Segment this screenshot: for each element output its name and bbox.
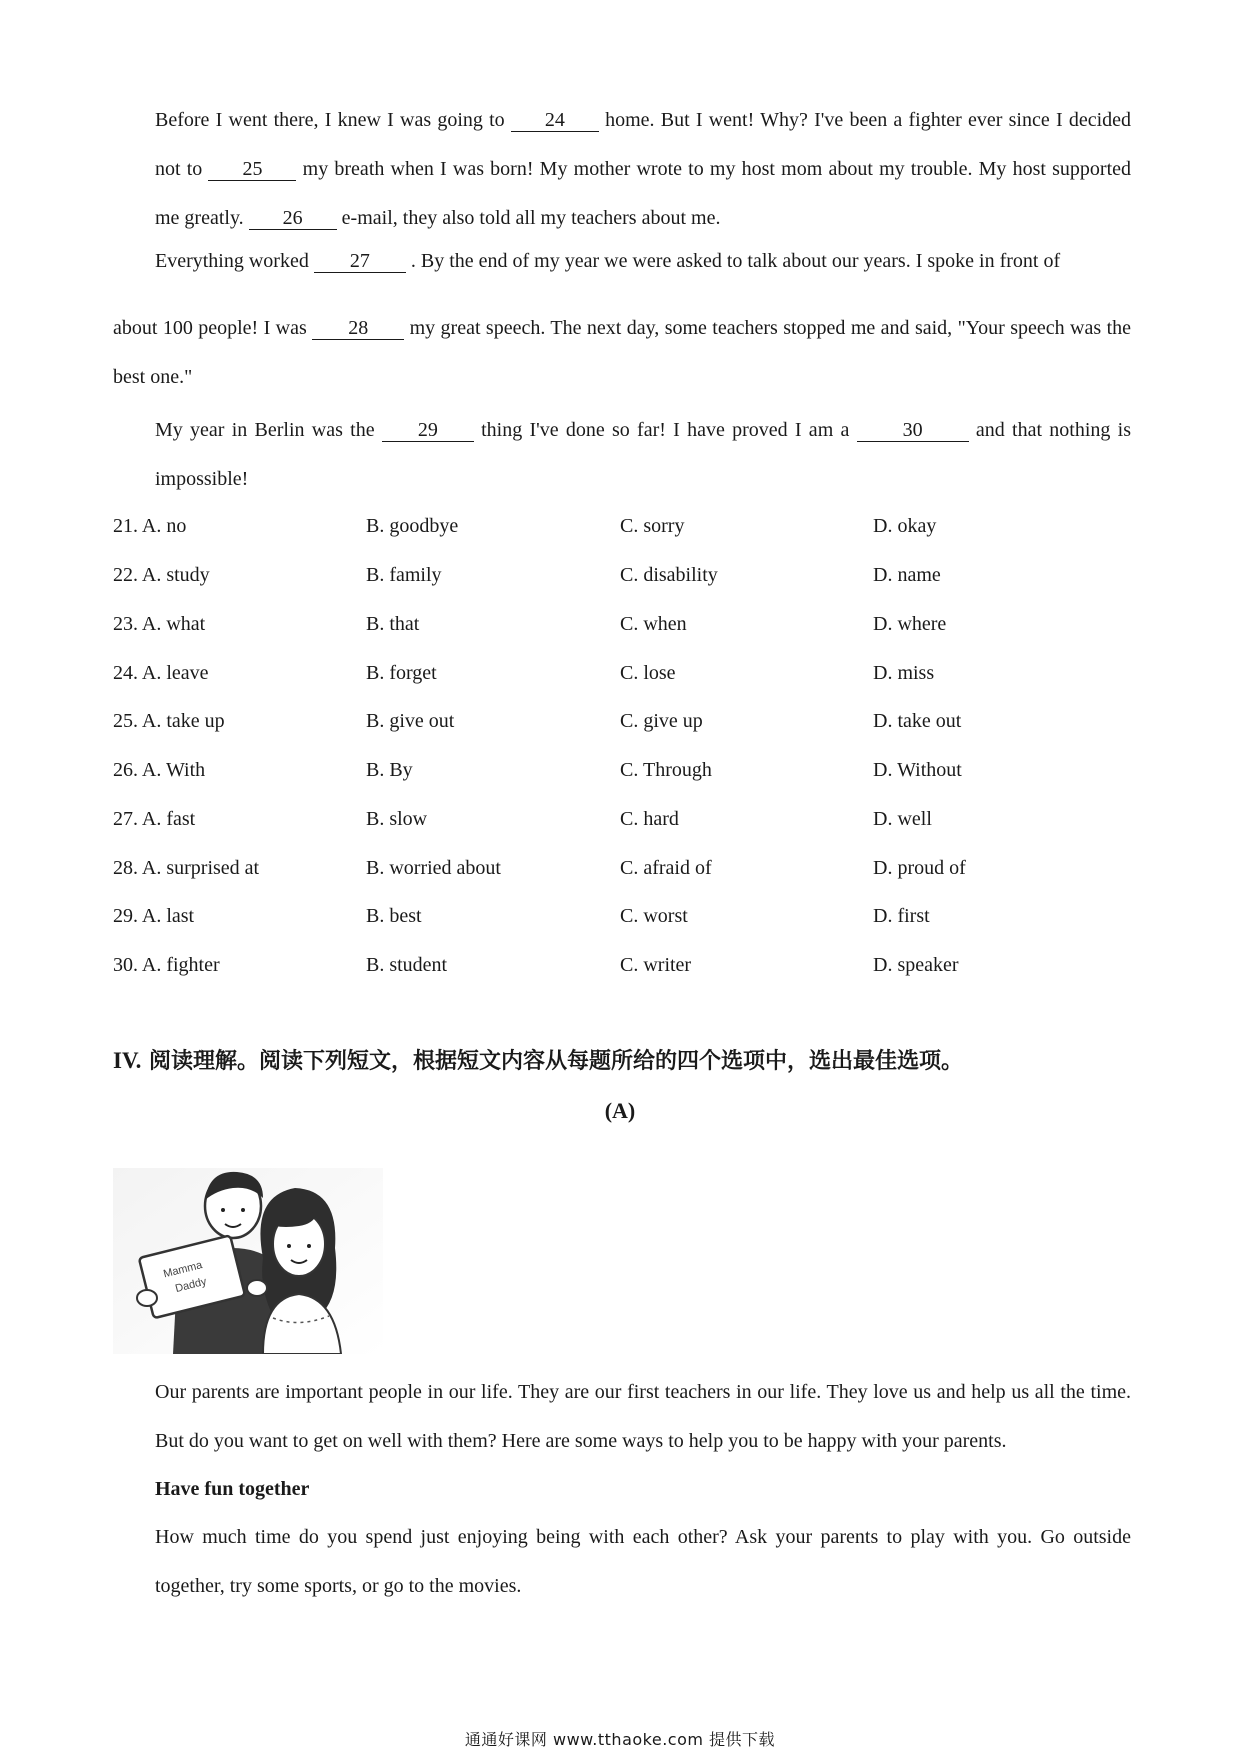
text-run: e-mail, they also told all my teachers about me. — [336, 207, 721, 229]
option-a: 26. A. With — [113, 759, 206, 781]
option-row-27 — [113, 808, 1131, 838]
option-d: D. well — [873, 808, 932, 830]
option-b: B. give out — [366, 710, 455, 732]
section-title: 阅读理解。阅读下列短文，根据短文内容从每题所给的四个选项中，选出最佳选项。 — [141, 1049, 964, 1074]
option-d: D. okay — [873, 515, 937, 537]
option-row-25 — [113, 710, 1131, 740]
option-d: D. Without — [873, 759, 962, 781]
option-c: C. afraid of — [620, 857, 712, 879]
reading-paragraph-1: Our parents are important people in our life. They are our first teachers in our life. They love us and help us all the time. But do you want to get on well with them? Here are some ways to help you to be happy with your parents. — [155, 1381, 1131, 1452]
option-c: C. lose — [620, 662, 676, 684]
reading-paragraph-2: How much time do you spend just enjoying being with each other? Ask your parents to play with you. Go outside together, try some sports, or go to the movies. — [155, 1526, 1131, 1597]
option-a: 28. A. surprised at — [113, 857, 260, 879]
option-c: C. disability — [620, 564, 718, 586]
text-run: . By the end of my year we were asked to talk about our years. I spoke in front of — [405, 250, 1061, 272]
option-b: B. forget — [366, 662, 437, 684]
card-text-daddy: Daddy — [174, 1275, 208, 1295]
blank-30: 30 — [857, 419, 969, 442]
option-c: C. sorry — [620, 515, 685, 537]
text-run: my breath when I was born! My mother wrote to my host mom about my trouble. My host supported me greatly. — [155, 158, 1132, 229]
passage-label: (A) — [604, 1098, 636, 1123]
option-b: B. worried about — [366, 857, 501, 879]
option-d: D. take out — [873, 710, 962, 732]
option-d: D. miss — [873, 662, 935, 684]
blank-29: 29 — [382, 419, 474, 442]
blank-24: 24 — [511, 109, 599, 132]
option-a: 29. A. last — [113, 905, 195, 927]
passage-paragraph-1 — [113, 96, 1131, 243]
option-b: B. goodbye — [366, 515, 459, 537]
option-b: B. slow — [366, 808, 428, 830]
option-row-30 — [113, 954, 1131, 984]
text-run: My year in Berlin was the — [155, 419, 382, 441]
option-a: 27. A. fast — [113, 808, 196, 830]
option-b: B. By — [366, 759, 413, 781]
blank-27: 27 — [314, 250, 406, 273]
section-number: IV. — [113, 1048, 142, 1073]
reading-subheading: Have fun together — [155, 1478, 310, 1500]
passage-paragraph-3 — [113, 406, 1131, 504]
option-d: D. proud of — [873, 857, 966, 879]
option-row-22 — [113, 564, 1131, 594]
option-a: 21. A. no — [113, 515, 187, 537]
option-b: B. best — [366, 905, 422, 927]
option-b: B. student — [366, 954, 448, 976]
passage-paragraph-2-line-1 — [113, 250, 1131, 273]
option-d: D. first — [873, 905, 930, 927]
option-c: C. give up — [620, 710, 703, 732]
option-a: 22. A. study — [113, 564, 210, 586]
option-row-23 — [113, 613, 1131, 643]
option-a: 23. A. what — [113, 613, 206, 635]
option-a: 30. A. fighter — [113, 954, 220, 976]
option-a: 25. A. take up — [113, 710, 225, 732]
text-run: about 100 people! I was — [113, 317, 313, 339]
option-row-28 — [113, 857, 1131, 887]
text-run: Everything worked — [155, 250, 314, 272]
passage-paragraph-2-continued — [113, 304, 1131, 402]
card-text-mamma: Mamma — [162, 1259, 204, 1281]
option-row-21 — [113, 515, 1131, 545]
page-footer: 通通好课网 www.tthaoke.com 提供下载 — [464, 1730, 776, 1749]
option-c: C. hard — [620, 808, 679, 830]
option-b: B. that — [366, 613, 420, 635]
option-d: D. where — [873, 613, 947, 635]
blank-25: 25 — [208, 158, 296, 181]
option-b: B. family — [366, 564, 442, 586]
option-row-26 — [113, 759, 1131, 789]
option-c: C. writer — [620, 954, 692, 976]
option-row-29 — [113, 905, 1131, 935]
option-d: D. name — [873, 564, 941, 586]
text-run: home. But I went! Why? I've been a fighter ever since I decided not to — [155, 109, 1132, 180]
blank-26: 26 — [249, 207, 337, 230]
option-c: C. when — [620, 613, 687, 635]
option-a: 24. A. leave — [113, 662, 209, 684]
text-run: thing I've done so far! I have proved I am a — [473, 419, 857, 441]
blank-28: 28 — [312, 317, 404, 340]
option-c: C. Through — [620, 759, 712, 781]
parents-illustration — [113, 1148, 383, 1354]
text-run: Before I went there, I knew I was going to — [155, 109, 511, 131]
option-row-24 — [113, 662, 1131, 692]
section-heading — [113, 1044, 963, 1075]
text-run: my great speech. The next day, some teachers stopped me and said, "Your speech was the best one." — [113, 317, 1131, 388]
option-d: D. speaker — [873, 954, 959, 976]
option-c: C. worst — [620, 905, 688, 927]
text-run: and that nothing is impossible! — [155, 419, 1131, 490]
